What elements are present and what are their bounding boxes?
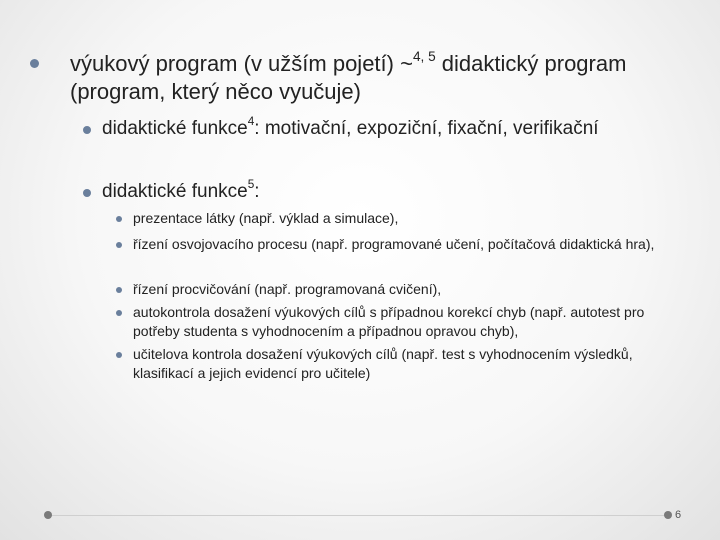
bullet-icon: [116, 242, 122, 248]
item-superscript: 5: [247, 178, 255, 192]
bullet-icon: [116, 287, 122, 293]
bullet-item-vyukovy-program: [70, 50, 650, 106]
bullet-icon: [116, 352, 122, 358]
bullet-icon: [83, 189, 91, 197]
subitem-ucitelova-kontrola: učitelova kontrola dosažení výukových cílů (např. test s vyhodnocením výsledků, klasifikací a jejich evidencí pro učitele): [133, 346, 633, 381]
bullet-icon: [83, 126, 91, 134]
item-text-end: :: [254, 181, 260, 202]
item-text-start: didaktické funkce: [102, 118, 248, 139]
bullet-item-didakticke-funkce-4: [102, 117, 662, 141]
item-text-start: didaktické funkce: [102, 181, 248, 202]
bullet-icon: [30, 59, 39, 68]
bullet-icon: [116, 310, 122, 316]
subitem-rizeni-procvicovani: řízení procvičování (např. programovaná cvičení),: [133, 281, 442, 297]
item-superscript: 4: [247, 115, 255, 129]
item-text-start: výukový program (v užším pojetí) ~: [70, 51, 413, 76]
item-superscript: 4, 5: [412, 48, 436, 64]
subitem-autokontrola: autokontrola dosažení výukových cílů s případnou korekcí chyb (např. autotest pro potřeby studenta s vyhodnocením a případnou opravou chyb),: [133, 304, 645, 339]
footer-right-dot-icon: [664, 511, 672, 519]
item-text-end: : motivační, expoziční, fixační, verifikační: [254, 118, 599, 139]
subitem-prezentace: prezentace látky (např. výklad a simulace),: [133, 210, 399, 226]
page-number: 6: [675, 509, 682, 521]
subitem-rizeni-osvojovaciho: řízení osvojovacího procesu (např. programované učení, počítačová didaktická hra),: [133, 236, 655, 252]
item-text-end: didaktický program (program, který něco vyučuje): [70, 51, 627, 104]
bullet-icon: [116, 216, 122, 222]
bullet-item-didakticke-funkce-5: [102, 180, 662, 204]
footer-divider: [48, 515, 668, 516]
footer-left-dot-icon: [44, 511, 52, 519]
